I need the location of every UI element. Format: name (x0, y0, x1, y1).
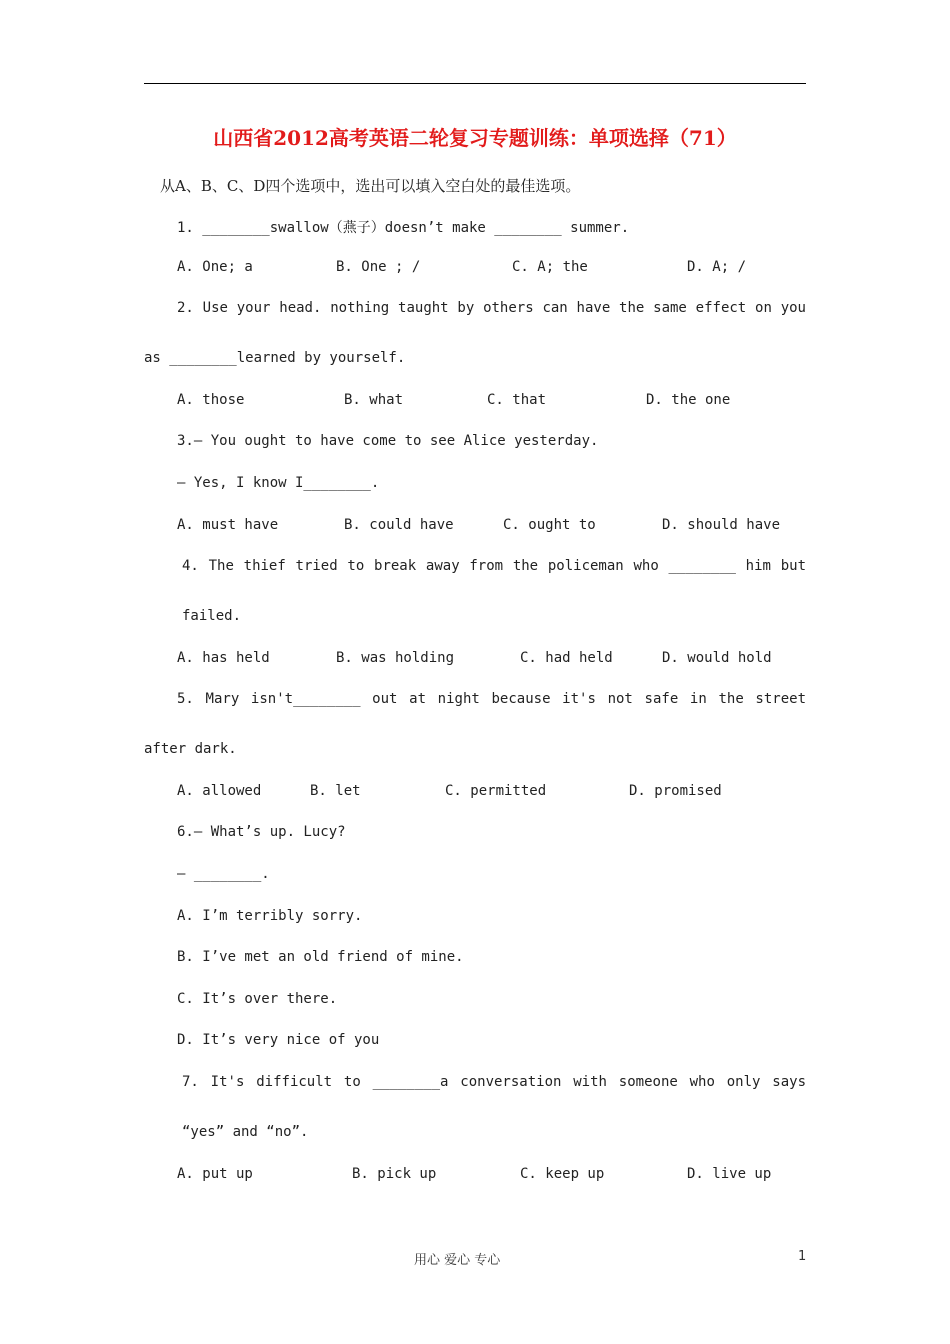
q3-option-c: C. ought to (503, 517, 596, 533)
q4-option-d: D. would hold (662, 650, 772, 666)
question-4-stem-line1: 4. The thief tried to break away from the policeman who ________ him but (182, 558, 806, 574)
q3-option-a: A. must have (177, 517, 279, 533)
question-5-stem-line2: after dark. (144, 741, 237, 757)
question-3-line2: — Yes, I know I________. (177, 475, 380, 491)
question-4-stem-line2: failed. (182, 608, 242, 624)
header-rule (144, 83, 806, 84)
q6-option-a: A. I’m terribly sorry. (177, 908, 363, 924)
q1-option-d: D. A; / (687, 259, 747, 275)
q2-option-d: D. the one (646, 392, 731, 408)
footer-slogan: 用心 爱心 专心 (414, 1253, 501, 1268)
page-title: 山西省2012高考英语二轮复习专题训练：单项选择（71） (213, 126, 737, 150)
q5-option-c: C. permitted (445, 783, 547, 799)
q2-option-c: C. that (487, 392, 547, 408)
question-1-stem: 1. ________swallow（燕子）doesn’t make ________ summer. (177, 220, 630, 236)
q6-option-c: C. It’s over there. (177, 991, 338, 1007)
q1-option-b: B. One ; / (336, 259, 421, 275)
question-2-stem-line2: as ________learned by yourself. (144, 350, 406, 366)
question-6-line2: — ________. (177, 866, 270, 882)
q6-option-d: D. It’s very nice of you (177, 1032, 380, 1048)
q5-option-b: B. let (310, 783, 361, 799)
q4-option-a: A. has held (177, 650, 270, 666)
q3-option-b: B. could have (344, 517, 454, 533)
q1-option-c: C. A; the (512, 259, 588, 275)
question-7-stem-line2: “yes” and “no”. (182, 1124, 309, 1140)
question-7-stem-line1: 7. It's difficult to ________a conversation with someone who only says (182, 1074, 806, 1090)
q3-option-d: D. should have (662, 517, 781, 533)
q2-option-b: B. what (344, 392, 404, 408)
q7-option-d: D. live up (687, 1166, 772, 1182)
instruction-text: 从A、B、C、D四个选项中，选出可以填入空白处的最佳选项。 (160, 177, 581, 195)
question-5-stem-line1: 5. Mary isn't________ out at night because it's not safe in the street (177, 691, 806, 707)
q2-option-a: A. those (177, 392, 245, 408)
q4-option-c: C. had held (520, 650, 613, 666)
q1-option-a: A. One; a (177, 259, 253, 275)
q7-option-a: A. put up (177, 1166, 253, 1182)
page-number: 1 (798, 1249, 807, 1264)
q5-option-d: D. promised (629, 783, 722, 799)
q7-option-b: B. pick up (352, 1166, 437, 1182)
question-2-stem-line1: 2. Use your head. nothing taught by others can have the same effect on you (177, 300, 806, 316)
question-6-line1: 6.— What’s up. Lucy? (177, 824, 346, 840)
q5-option-a: A. allowed (177, 783, 262, 799)
q6-option-b: B. I’ve met an old friend of mine. (177, 949, 464, 965)
q4-option-b: B. was holding (336, 650, 455, 666)
question-3-line1: 3.— You ought to have come to see Alice yesterday. (177, 433, 599, 449)
q7-option-c: C. keep up (520, 1166, 605, 1182)
